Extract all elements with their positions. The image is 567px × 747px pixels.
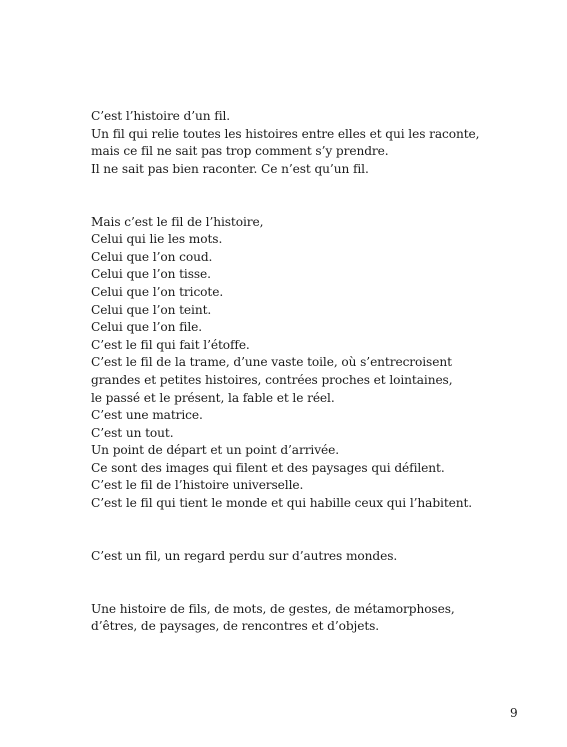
text-line: grandes et petites histoires, contrées proches et lointaines,: [91, 372, 453, 387]
text-line: C’est le fil qui tient le monde et qui habille ceux qui l’habitent.: [91, 496, 473, 511]
text-line: Ce sont des images qui filent et des paysages qui défilent.: [91, 460, 445, 475]
text-line: Mais c’est le fil de l’histoire,: [91, 214, 264, 229]
text-line: Celui que l’on tisse.: [91, 267, 211, 282]
text-line: C’est un fil, un regard perdu sur d’autres mondes.: [91, 548, 398, 563]
text-line: mais ce fil ne sait pas trop comment s’y prendre.: [91, 144, 389, 159]
text-line: C’est un tout.: [91, 425, 174, 440]
poem-text: [91, 108, 531, 671]
text-line: Il ne sait pas bien raconter. Ce n’est qu’un fil.: [91, 161, 369, 176]
text-line: C’est le fil qui fait l’étoffe.: [91, 337, 250, 352]
stanza-2: [91, 214, 531, 513]
text-line: C’est le fil de la trame, d’une vaste toile, où s’entrecroisent: [91, 355, 452, 370]
stanza-1: [91, 108, 531, 178]
stanza-4: [91, 601, 531, 636]
text-line: Celui que l’on tricote.: [91, 284, 224, 299]
text-line: Celui qui lie les mots.: [91, 232, 223, 247]
text-line: C’est une matrice.: [91, 408, 203, 423]
text-line: Un fil qui relie toutes les histoires entre elles et qui les raconte,: [91, 126, 480, 141]
text-line: Celui que l’on file.: [91, 320, 203, 335]
text-line: le passé et le présent, la fable et le réel.: [91, 390, 335, 405]
text-line: Celui que l’on coud.: [91, 249, 213, 264]
text-line: C’est l’histoire d’un fil.: [91, 109, 231, 123]
text-line: Celui que l’on teint.: [91, 302, 212, 317]
text-line: C’est le fil de l’histoire universelle.: [91, 478, 304, 493]
stanza-3: [91, 548, 531, 566]
text-line: Un point de départ et un point d’arrivée.: [91, 443, 340, 458]
text-line: Une histoire de fils, de mots, de gestes, de métamorphoses,: [91, 601, 455, 616]
text-line: d’êtres, de paysages, de rencontres et d’objets.: [91, 619, 380, 634]
page-number: 9: [510, 706, 518, 720]
